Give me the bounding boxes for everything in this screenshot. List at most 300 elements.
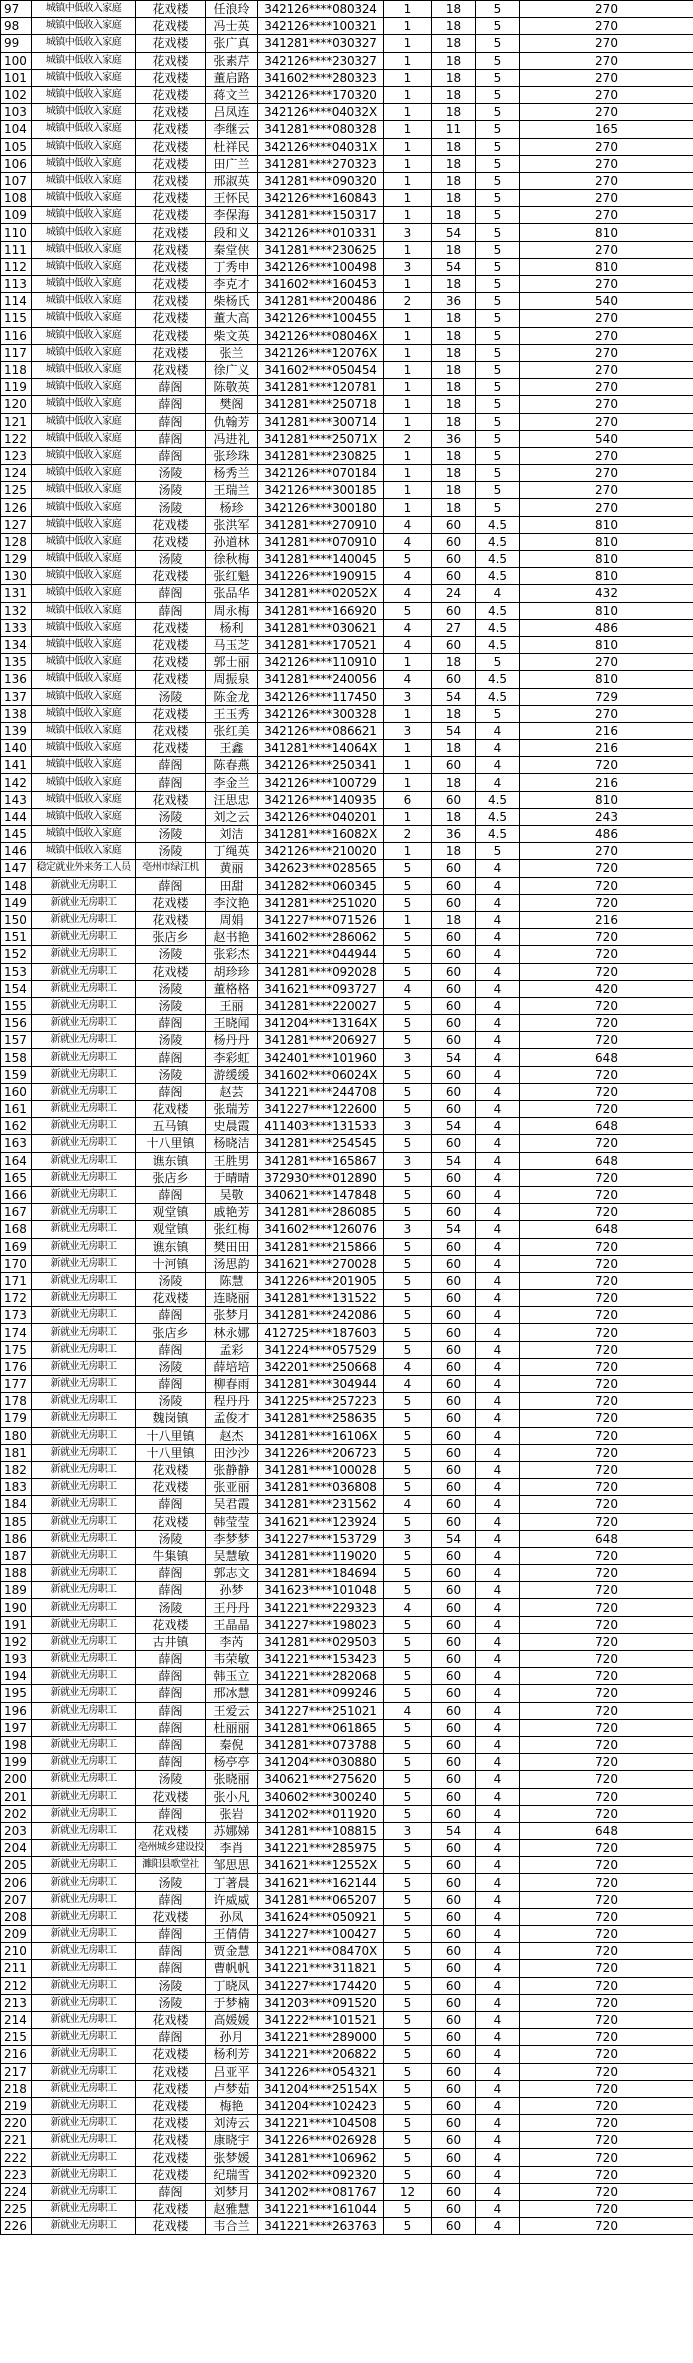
table-row bbox=[1, 2166, 693, 2183]
table-row bbox=[1, 2132, 693, 2149]
name-cell: 杨利芳 bbox=[206, 2046, 258, 2063]
name-cell: 郭士丽 bbox=[206, 654, 258, 671]
monthly-rate-cell: 60 bbox=[432, 2166, 476, 2183]
amount-cell: 720 bbox=[520, 1857, 693, 1874]
id-number-cell: 341281****16082X bbox=[258, 826, 384, 843]
name-cell: 汪思忠 bbox=[206, 791, 258, 808]
monthly-rate-cell: 60 bbox=[432, 551, 476, 568]
name-cell: 杜祥民 bbox=[206, 138, 258, 155]
township-cell: 花戏楼 bbox=[136, 722, 206, 739]
amount-cell: 270 bbox=[520, 499, 693, 516]
monthly-rate-cell: 60 bbox=[432, 894, 476, 911]
township-cell: 花戏楼 bbox=[136, 568, 206, 585]
amount-cell: 720 bbox=[520, 894, 693, 911]
area-cell: 4 bbox=[476, 1771, 520, 1788]
id-number-cell: 340602****300240 bbox=[258, 1788, 384, 1805]
id-number-cell: 341221****161044 bbox=[258, 2201, 384, 2218]
row-number-cell: 225 bbox=[1, 2201, 32, 2218]
area-cell: 4 bbox=[476, 1719, 520, 1736]
id-number-cell: 342126****080324 bbox=[258, 1, 384, 18]
monthly-rate-cell: 60 bbox=[432, 1238, 476, 1255]
row-number-cell: 220 bbox=[1, 2115, 32, 2132]
id-number-cell: 342126****100455 bbox=[258, 310, 384, 327]
area-cell: 5 bbox=[476, 413, 520, 430]
table-row bbox=[1, 1204, 693, 1221]
township-cell: 薛阁 bbox=[136, 1926, 206, 1943]
months-cell: 5 bbox=[384, 1771, 432, 1788]
name-cell: 任浪玲 bbox=[206, 1, 258, 18]
amount-cell: 720 bbox=[520, 1908, 693, 1925]
row-number-cell: 109 bbox=[1, 207, 32, 224]
table-row bbox=[1, 1977, 693, 1994]
months-cell: 5 bbox=[384, 1651, 432, 1668]
area-cell: 4 bbox=[476, 1702, 520, 1719]
amount-cell: 720 bbox=[520, 2218, 693, 2235]
area-cell: 4 bbox=[476, 1616, 520, 1633]
table-row bbox=[1, 1049, 693, 1066]
township-cell: 亳州城乡建设投 bbox=[136, 1840, 206, 1857]
row-number-cell: 218 bbox=[1, 2080, 32, 2097]
amount-cell: 720 bbox=[520, 2029, 693, 2046]
table-row bbox=[1, 619, 693, 636]
monthly-rate-cell: 60 bbox=[432, 1204, 476, 1221]
months-cell: 5 bbox=[384, 997, 432, 1014]
area-cell: 4 bbox=[476, 1444, 520, 1461]
row-number-cell: 205 bbox=[1, 1857, 32, 1874]
months-cell: 5 bbox=[384, 1513, 432, 1530]
months-cell: 5 bbox=[384, 1582, 432, 1599]
township-cell: 薛阁 bbox=[136, 877, 206, 894]
months-cell: 5 bbox=[384, 1427, 432, 1444]
area-cell: 4 bbox=[476, 1221, 520, 1238]
table-row bbox=[1, 1496, 693, 1513]
monthly-rate-cell: 60 bbox=[432, 1736, 476, 1753]
category-cell: 新就业无房职工 bbox=[32, 1410, 136, 1427]
area-cell: 4.5 bbox=[476, 808, 520, 825]
id-number-cell: 341226****054321 bbox=[258, 2063, 384, 2080]
months-cell: 3 bbox=[384, 1049, 432, 1066]
township-cell: 薛阁 bbox=[136, 1565, 206, 1582]
id-number-cell: 341227****153729 bbox=[258, 1530, 384, 1547]
row-number-cell: 157 bbox=[1, 1032, 32, 1049]
name-cell: 杨丹丹 bbox=[206, 1032, 258, 1049]
name-cell: 冯士英 bbox=[206, 18, 258, 35]
id-number-cell: 342126****04031X bbox=[258, 138, 384, 155]
township-cell: 花戏楼 bbox=[136, 2166, 206, 2183]
row-number-cell: 118 bbox=[1, 361, 32, 378]
id-number-cell: 341281****230625 bbox=[258, 241, 384, 258]
id-number-cell: 341202****011920 bbox=[258, 1805, 384, 1822]
category-cell: 城镇中低收入家庭 bbox=[32, 18, 136, 35]
table-row bbox=[1, 1668, 693, 1685]
amount-cell: 720 bbox=[520, 1496, 693, 1513]
amount-cell: 270 bbox=[520, 104, 693, 121]
row-number-cell: 201 bbox=[1, 1788, 32, 1805]
township-cell: 薛阁 bbox=[136, 1719, 206, 1736]
area-cell: 4.5 bbox=[476, 636, 520, 653]
area-cell: 5 bbox=[476, 104, 520, 121]
row-number-cell: 198 bbox=[1, 1736, 32, 1753]
amount-cell: 720 bbox=[520, 2201, 693, 2218]
township-cell: 花戏楼 bbox=[136, 86, 206, 103]
row-number-cell: 113 bbox=[1, 276, 32, 293]
monthly-rate-cell: 60 bbox=[432, 1169, 476, 1186]
row-number-cell: 139 bbox=[1, 722, 32, 739]
monthly-rate-cell: 60 bbox=[432, 1633, 476, 1650]
name-cell: 徐广义 bbox=[206, 361, 258, 378]
id-number-cell: 372930****012890 bbox=[258, 1169, 384, 1186]
monthly-rate-cell: 36 bbox=[432, 826, 476, 843]
name-cell: 韩莹莹 bbox=[206, 1513, 258, 1530]
monthly-rate-cell: 60 bbox=[432, 1272, 476, 1289]
row-number-cell: 168 bbox=[1, 1221, 32, 1238]
row-number-cell: 207 bbox=[1, 1891, 32, 1908]
township-cell: 花戏楼 bbox=[136, 1101, 206, 1118]
amount-cell: 720 bbox=[520, 1788, 693, 1805]
table-row bbox=[1, 1444, 693, 1461]
id-number-cell: 342623****028565 bbox=[258, 860, 384, 877]
months-cell: 4 bbox=[384, 636, 432, 653]
name-cell: 王爱云 bbox=[206, 1702, 258, 1719]
id-number-cell: 341281****286085 bbox=[258, 1204, 384, 1221]
name-cell: 孙月 bbox=[206, 2029, 258, 2046]
township-cell: 十八里镇 bbox=[136, 1135, 206, 1152]
row-number-cell: 140 bbox=[1, 740, 32, 757]
area-cell: 5 bbox=[476, 52, 520, 69]
months-cell: 1 bbox=[384, 757, 432, 774]
category-cell: 新就业无房职工 bbox=[32, 1461, 136, 1478]
id-number-cell: 341227****198023 bbox=[258, 1616, 384, 1633]
row-number-cell: 129 bbox=[1, 551, 32, 568]
name-cell: 张梦媛 bbox=[206, 2149, 258, 2166]
name-cell: 刘梦月 bbox=[206, 2183, 258, 2200]
id-number-cell: 342126****100498 bbox=[258, 258, 384, 275]
township-cell: 薛阁 bbox=[136, 1891, 206, 1908]
id-number-cell: 341224****057529 bbox=[258, 1341, 384, 1358]
months-cell: 5 bbox=[384, 1685, 432, 1702]
name-cell: 王倩倩 bbox=[206, 1926, 258, 1943]
months-cell: 1 bbox=[384, 207, 432, 224]
amount-cell: 270 bbox=[520, 482, 693, 499]
township-cell: 花戏楼 bbox=[136, 791, 206, 808]
row-number-cell: 120 bbox=[1, 396, 32, 413]
amount-cell: 720 bbox=[520, 2166, 693, 2183]
township-cell: 汤陵 bbox=[136, 946, 206, 963]
area-cell: 4 bbox=[476, 1066, 520, 1083]
monthly-rate-cell: 60 bbox=[432, 1651, 476, 1668]
name-cell: 孙道林 bbox=[206, 533, 258, 550]
monthly-rate-cell: 18 bbox=[432, 35, 476, 52]
amount-cell: 720 bbox=[520, 1358, 693, 1375]
amount-cell: 720 bbox=[520, 757, 693, 774]
months-cell: 5 bbox=[384, 1307, 432, 1324]
row-number-cell: 152 bbox=[1, 946, 32, 963]
name-cell: 董格格 bbox=[206, 980, 258, 997]
name-cell: 程丹丹 bbox=[206, 1393, 258, 1410]
township-cell: 汤陵 bbox=[136, 826, 206, 843]
months-cell: 1 bbox=[384, 482, 432, 499]
amount-cell: 720 bbox=[520, 1668, 693, 1685]
months-cell: 1 bbox=[384, 344, 432, 361]
area-cell: 4 bbox=[476, 2029, 520, 2046]
row-number-cell: 216 bbox=[1, 2046, 32, 2063]
months-cell: 5 bbox=[384, 1857, 432, 1874]
monthly-rate-cell: 18 bbox=[432, 740, 476, 757]
name-cell: 张梦月 bbox=[206, 1307, 258, 1324]
name-cell: 王胜男 bbox=[206, 1152, 258, 1169]
table-row bbox=[1, 396, 693, 413]
area-cell: 4 bbox=[476, 1393, 520, 1410]
monthly-rate-cell: 60 bbox=[432, 2063, 476, 2080]
table-row bbox=[1, 1, 693, 18]
category-cell: 新就业无房职工 bbox=[32, 1702, 136, 1719]
category-cell: 新就业无房职工 bbox=[32, 963, 136, 980]
township-cell: 花戏楼 bbox=[136, 1479, 206, 1496]
township-cell: 花戏楼 bbox=[136, 327, 206, 344]
township-cell: 花戏楼 bbox=[136, 963, 206, 980]
amount-cell: 810 bbox=[520, 533, 693, 550]
area-cell: 5 bbox=[476, 705, 520, 722]
category-cell: 新就业无房职工 bbox=[32, 1513, 136, 1530]
monthly-rate-cell: 60 bbox=[432, 2046, 476, 2063]
category-cell: 新就业无房职工 bbox=[32, 1101, 136, 1118]
row-number-cell: 99 bbox=[1, 35, 32, 52]
name-cell: 胡珍珍 bbox=[206, 963, 258, 980]
category-cell: 城镇中低收入家庭 bbox=[32, 52, 136, 69]
monthly-rate-cell: 60 bbox=[432, 1977, 476, 1994]
id-number-cell: 341281****119020 bbox=[258, 1547, 384, 1564]
township-cell: 花戏楼 bbox=[136, 1290, 206, 1307]
months-cell: 3 bbox=[384, 1221, 432, 1238]
amount-cell: 810 bbox=[520, 636, 693, 653]
amount-cell: 720 bbox=[520, 1444, 693, 1461]
township-cell: 薛阁 bbox=[136, 2029, 206, 2046]
id-number-cell: 341602****286062 bbox=[258, 929, 384, 946]
table-row bbox=[1, 808, 693, 825]
amount-cell: 270 bbox=[520, 327, 693, 344]
amount-cell: 720 bbox=[520, 1513, 693, 1530]
id-number-cell: 342201****250668 bbox=[258, 1358, 384, 1375]
table-row bbox=[1, 1565, 693, 1582]
township-cell: 花戏楼 bbox=[136, 2080, 206, 2097]
amount-cell: 720 bbox=[520, 1702, 693, 1719]
area-cell: 4 bbox=[476, 1874, 520, 1891]
row-number-cell: 116 bbox=[1, 327, 32, 344]
name-cell: 游缓缓 bbox=[206, 1066, 258, 1083]
township-cell: 花戏楼 bbox=[136, 190, 206, 207]
id-number-cell: 341281****270323 bbox=[258, 155, 384, 172]
township-cell: 花戏楼 bbox=[136, 121, 206, 138]
months-cell: 5 bbox=[384, 2166, 432, 2183]
id-number-cell: 340621****275620 bbox=[258, 1771, 384, 1788]
monthly-rate-cell: 60 bbox=[432, 860, 476, 877]
table-row bbox=[1, 482, 693, 499]
amount-cell: 648 bbox=[520, 1822, 693, 1839]
amount-cell: 720 bbox=[520, 1032, 693, 1049]
amount-cell: 432 bbox=[520, 585, 693, 602]
township-cell: 花戏楼 bbox=[136, 310, 206, 327]
row-number-cell: 136 bbox=[1, 671, 32, 688]
table-row bbox=[1, 2029, 693, 2046]
category-cell: 新就业无房职工 bbox=[32, 1840, 136, 1857]
id-number-cell: 341281****258635 bbox=[258, 1410, 384, 1427]
name-cell: 周永梅 bbox=[206, 602, 258, 619]
id-number-cell: 341602****050454 bbox=[258, 361, 384, 378]
area-cell: 4 bbox=[476, 1427, 520, 1444]
township-cell: 花戏楼 bbox=[136, 18, 206, 35]
name-cell: 杜丽丽 bbox=[206, 1719, 258, 1736]
monthly-rate-cell: 60 bbox=[432, 1908, 476, 1925]
amount-cell: 270 bbox=[520, 190, 693, 207]
name-cell: 陈慧 bbox=[206, 1272, 258, 1289]
name-cell: 杨珍 bbox=[206, 499, 258, 516]
amount-cell: 270 bbox=[520, 155, 693, 172]
township-cell: 薛阁 bbox=[136, 447, 206, 464]
area-cell: 4 bbox=[476, 1651, 520, 1668]
months-cell: 2 bbox=[384, 826, 432, 843]
table-row bbox=[1, 1651, 693, 1668]
monthly-rate-cell: 54 bbox=[432, 1049, 476, 1066]
category-cell: 新就业无房职工 bbox=[32, 877, 136, 894]
category-cell: 新就业无房职工 bbox=[32, 1582, 136, 1599]
months-cell: 5 bbox=[384, 551, 432, 568]
amount-cell: 720 bbox=[520, 2149, 693, 2166]
id-number-cell: 341227****071526 bbox=[258, 911, 384, 928]
months-cell: 5 bbox=[384, 1444, 432, 1461]
table-row bbox=[1, 688, 693, 705]
months-cell: 5 bbox=[384, 1255, 432, 1272]
monthly-rate-cell: 60 bbox=[432, 1788, 476, 1805]
amount-cell: 165 bbox=[520, 121, 693, 138]
area-cell: 4 bbox=[476, 1891, 520, 1908]
name-cell: 张晓丽 bbox=[206, 1771, 258, 1788]
months-cell: 5 bbox=[384, 1066, 432, 1083]
id-number-cell: 340621****147848 bbox=[258, 1186, 384, 1203]
monthly-rate-cell: 60 bbox=[432, 1926, 476, 1943]
amount-cell: 720 bbox=[520, 1943, 693, 1960]
name-cell: 林永娜 bbox=[206, 1324, 258, 1341]
months-cell: 5 bbox=[384, 1341, 432, 1358]
township-cell: 薛阁 bbox=[136, 396, 206, 413]
amount-cell: 720 bbox=[520, 1307, 693, 1324]
months-cell: 5 bbox=[384, 1565, 432, 1582]
amount-cell: 720 bbox=[520, 1926, 693, 1943]
row-number-cell: 143 bbox=[1, 791, 32, 808]
months-cell: 5 bbox=[384, 1805, 432, 1822]
monthly-rate-cell: 27 bbox=[432, 619, 476, 636]
table-row bbox=[1, 155, 693, 172]
category-cell: 城镇中低收入家庭 bbox=[32, 155, 136, 172]
id-number-cell: 341281****166920 bbox=[258, 602, 384, 619]
table-row bbox=[1, 1118, 693, 1135]
amount-cell: 270 bbox=[520, 465, 693, 482]
id-number-cell: 341281****184694 bbox=[258, 1565, 384, 1582]
amount-cell: 270 bbox=[520, 172, 693, 189]
name-cell: 王玉秀 bbox=[206, 705, 258, 722]
monthly-rate-cell: 36 bbox=[432, 293, 476, 310]
name-cell: 杨利 bbox=[206, 619, 258, 636]
amount-cell: 720 bbox=[520, 1754, 693, 1771]
table-row bbox=[1, 894, 693, 911]
row-number-cell: 147 bbox=[1, 860, 32, 877]
table-row bbox=[1, 671, 693, 688]
table-row bbox=[1, 86, 693, 103]
months-cell: 5 bbox=[384, 1479, 432, 1496]
area-cell: 4 bbox=[476, 2097, 520, 2114]
amount-cell: 720 bbox=[520, 1376, 693, 1393]
row-number-cell: 124 bbox=[1, 465, 32, 482]
category-cell: 城镇中低收入家庭 bbox=[32, 361, 136, 378]
table-row bbox=[1, 722, 693, 739]
table-row bbox=[1, 740, 693, 757]
township-cell: 张店乡 bbox=[136, 1169, 206, 1186]
area-cell: 4 bbox=[476, 1547, 520, 1564]
row-number-cell: 178 bbox=[1, 1393, 32, 1410]
id-number-cell: 341281****070910 bbox=[258, 533, 384, 550]
monthly-rate-cell: 60 bbox=[432, 1702, 476, 1719]
months-cell: 5 bbox=[384, 1547, 432, 1564]
township-cell: 薛阁 bbox=[136, 1702, 206, 1719]
category-cell: 新就业无房职工 bbox=[32, 1324, 136, 1341]
area-cell: 4 bbox=[476, 1582, 520, 1599]
area-cell: 5 bbox=[476, 86, 520, 103]
category-cell: 新就业无房职工 bbox=[32, 1668, 136, 1685]
area-cell: 4.5 bbox=[476, 602, 520, 619]
months-cell: 3 bbox=[384, 1822, 432, 1839]
row-number-cell: 145 bbox=[1, 826, 32, 843]
monthly-rate-cell: 18 bbox=[432, 172, 476, 189]
id-number-cell: 341281****165867 bbox=[258, 1152, 384, 1169]
months-cell: 5 bbox=[384, 2132, 432, 2149]
amount-cell: 648 bbox=[520, 1530, 693, 1547]
name-cell: 张静静 bbox=[206, 1461, 258, 1478]
category-cell: 新就业无房职工 bbox=[32, 2046, 136, 2063]
area-cell: 4 bbox=[476, 1530, 520, 1547]
table-row bbox=[1, 138, 693, 155]
amount-cell: 720 bbox=[520, 1874, 693, 1891]
township-cell: 汤陵 bbox=[136, 1272, 206, 1289]
monthly-rate-cell: 60 bbox=[432, 1994, 476, 2011]
category-cell: 新就业无房职工 bbox=[32, 1221, 136, 1238]
area-cell: 4 bbox=[476, 1736, 520, 1753]
area-cell: 4 bbox=[476, 1496, 520, 1513]
table-row bbox=[1, 293, 693, 310]
monthly-rate-cell: 60 bbox=[432, 1891, 476, 1908]
category-cell: 新就业无房职工 bbox=[32, 1565, 136, 1582]
id-number-cell: 342126****12076X bbox=[258, 344, 384, 361]
table-row bbox=[1, 2201, 693, 2218]
months-cell: 3 bbox=[384, 258, 432, 275]
area-cell: 5 bbox=[476, 241, 520, 258]
area-cell: 4 bbox=[476, 2011, 520, 2028]
monthly-rate-cell: 60 bbox=[432, 1719, 476, 1736]
name-cell: 吴慧敏 bbox=[206, 1547, 258, 1564]
category-cell: 新就业无房职工 bbox=[32, 1049, 136, 1066]
township-cell: 汤陵 bbox=[136, 1032, 206, 1049]
amount-cell: 720 bbox=[520, 1169, 693, 1186]
area-cell: 4 bbox=[476, 963, 520, 980]
township-cell: 薛阁 bbox=[136, 1307, 206, 1324]
months-cell: 1 bbox=[384, 808, 432, 825]
row-number-cell: 119 bbox=[1, 379, 32, 396]
row-number-cell: 100 bbox=[1, 52, 32, 69]
id-number-cell: 341281****170521 bbox=[258, 636, 384, 653]
row-number-cell: 123 bbox=[1, 447, 32, 464]
id-number-cell: 341226****026928 bbox=[258, 2132, 384, 2149]
township-cell: 汤陵 bbox=[136, 482, 206, 499]
monthly-rate-cell: 18 bbox=[432, 705, 476, 722]
table-row bbox=[1, 1221, 693, 1238]
